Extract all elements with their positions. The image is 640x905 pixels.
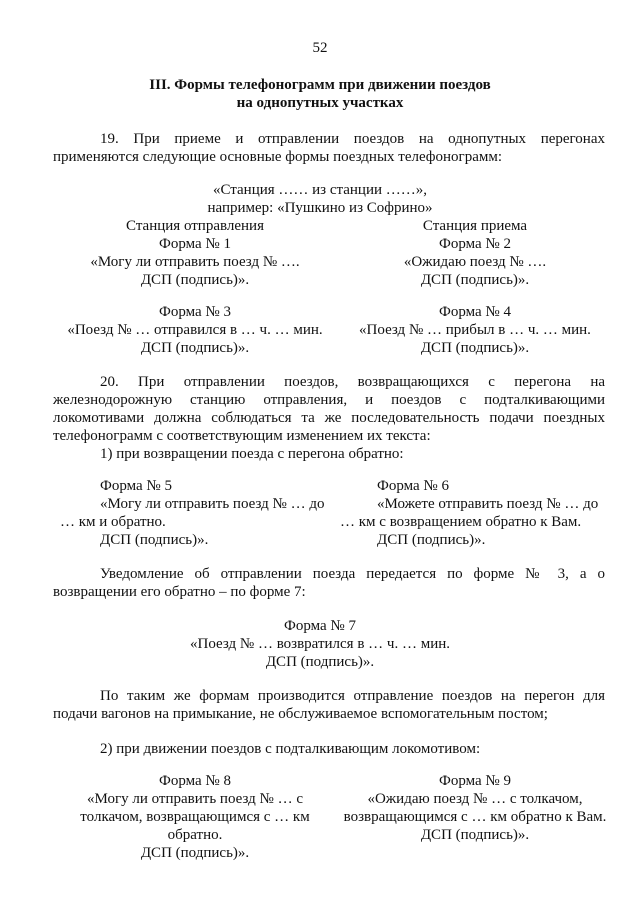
station-format-line-2: например: «Пушкино из Софрино» [207,200,433,216]
form-8-line-1: «Могу ли отправить поезд № … с [87,791,303,807]
same-forms-line-1: По таким же формам производится отправление поездов на перегон для [100,688,605,704]
form-9-title: Форма № 9 [439,773,511,789]
station-format-line-1: «Станция …… из станции ……», [212,182,428,198]
form-8-title: Форма № 8 [159,773,231,789]
form-1-title: Форма № 1 [159,236,231,252]
form-8-line-3: обратно. [167,827,223,843]
form-4-line-1: «Поезд № … прибыл в … ч. … мин. [359,322,591,338]
section-heading-line-2: на однопутных участках [236,95,404,111]
notice-line-1: Уведомление об отправлении поезда передается по форме № 3, а о [100,566,605,582]
form-3-line-2: ДСП (подпись)». [140,340,250,356]
form-1-line-2: ДСП (подпись)». [140,272,250,288]
form-9-line-2: возвращающимся с … км обратно к Вам. [343,809,607,825]
form-6-line-1: «Можете отправить поезд № … до [377,496,599,512]
form-4-line-2: ДСП (подпись)». [420,340,530,356]
form-7-title: Форма № 7 [284,618,356,634]
paragraph-20-line-1: 20. При отправлении поездов, возвращающихся с перегона на [100,374,605,390]
form-9-line-3: ДСП (подпись)». [420,827,530,843]
section-heading-line-1: III. Формы телефонограмм при движении поездов [149,77,491,93]
paragraph-20-item-1: 1) при возвращении поезда с перегона обратно: [100,446,404,462]
form-6-line-2: … км с возвращением обратно к Вам. [340,514,582,530]
arrival-station-header: Станция приема [422,218,528,234]
form-8-line-2: толкачом, возвращающимся с … км [80,809,310,825]
form-5-title: Форма № 5 [100,478,172,494]
paragraph-20-line-4: телефонограмм с соответствующим изменением их текста: [53,428,431,444]
form-9-line-1: «Ожидаю поезд № … с толкачом, [367,791,583,807]
form-7-line-1: «Поезд № … возвратился в … ч. … мин. [189,636,450,652]
paragraph-20-line-2: железнодорожную станцию отправления, и поездов с подталкивающими [53,392,605,408]
form-2-line-2: ДСП (подпись)». [420,272,530,288]
paragraph-20-line-3: локомотивами должна соблюдаться та же последовательность подачи поездных [53,410,605,426]
paragraph-20-item-2: 2) при движении поездов с подталкивающим локомотивом: [100,741,481,757]
notice-line-2: возвращении его обратно – по форме 7: [53,584,306,600]
form-6-title: Форма № 6 [377,478,449,494]
form-3-line-1: «Поезд № … отправился в … ч. … мин. [67,322,323,338]
form-4-title: Форма № 4 [439,304,511,320]
form-6-line-3: ДСП (подпись)». [377,532,486,548]
paragraph-19-line-2: применяются следующие основные формы поездных телефонограмм: [53,149,503,165]
page-number: 52 [312,40,328,56]
form-7-line-2: ДСП (подпись)». [265,654,375,670]
paragraph-19-line-1: 19. При приеме и отправлении поездов на однопутных перегонах [100,131,605,147]
form-1-line-1: «Могу ли отправить поезд № …. [90,254,300,270]
form-2-title: Форма № 2 [439,236,511,252]
form-5-line-1: «Могу ли отправить поезд № … до [100,496,325,512]
form-8-line-4: ДСП (подпись)». [140,845,250,861]
form-3-title: Форма № 3 [159,304,231,320]
form-5-line-2: … км и обратно. [60,514,166,530]
same-forms-line-2: подачи вагонов на примыкание, не обслуживаемое вспомогательным постом; [53,706,548,722]
form-5-line-3: ДСП (подпись)». [100,532,209,548]
departure-station-header: Станция отправления [126,218,264,234]
form-2-line-1: «Ожидаю поезд № …. [403,254,547,270]
